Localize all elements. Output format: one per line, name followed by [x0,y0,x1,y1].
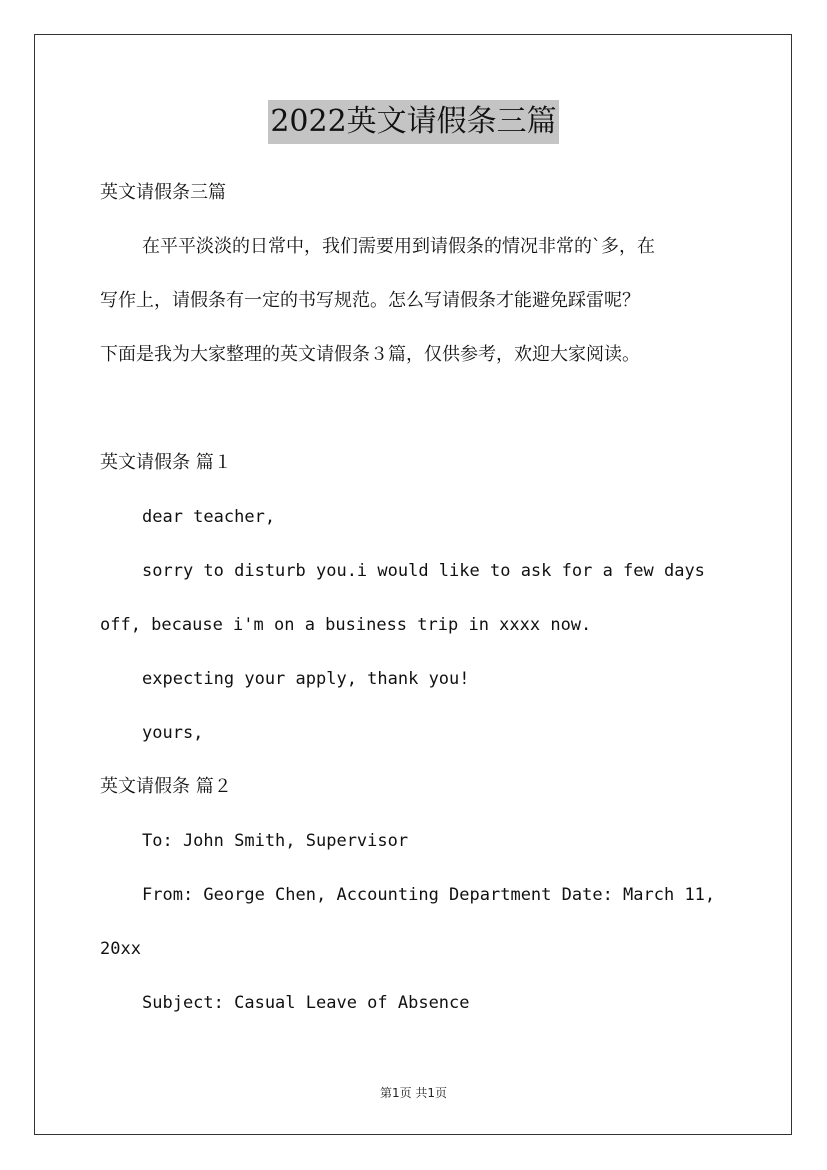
section-1-body-line-2: off, because i'm on a business trip in xxxx now. [100,615,592,635]
blank-line [100,382,730,436]
section-2-to: To: John Smith, Supervisor [142,831,409,851]
section-1-body-line-1: sorry to disturb you.i would like to ask for a few days [142,561,705,581]
subheading: 英文请假条三篇 [100,182,226,203]
intro-line-3: 下面是我为大家整理的英文请假条３篇，仅供参考，欢迎大家阅读。 [100,344,640,365]
section-2-heading: 英文请假条 篇２ [100,776,232,797]
title-container [0,100,827,144]
section-1-greeting: dear teacher, [142,507,276,527]
section-1-signoff: yours, [142,723,204,743]
intro-line-2: 写作上，请假条有一定的书写规范。怎么写请假条才能避免踩雷呢？ [100,290,640,311]
intro-line-1 [100,220,730,274]
document-body [100,166,730,1030]
section-1-heading: 英文请假条 篇１ [100,452,232,473]
section-1-closing: expecting your apply, thank you! [142,669,470,689]
section-2-from-line-1: From: George Chen, Accounting Department Date: March 11, [142,885,716,905]
intro-text-1: 在平平淡淡的日常中，我们需要用到请假条的情况非常的`多，在 [142,236,655,257]
document-title: 2022英文请假条三篇 [268,100,558,144]
section-2-from-line-2: 20xx [100,939,141,959]
section-2-subject: Subject: Casual Leave of Absence [142,993,470,1013]
page-number-footer: 第1页 共1页 [379,1086,448,1100]
